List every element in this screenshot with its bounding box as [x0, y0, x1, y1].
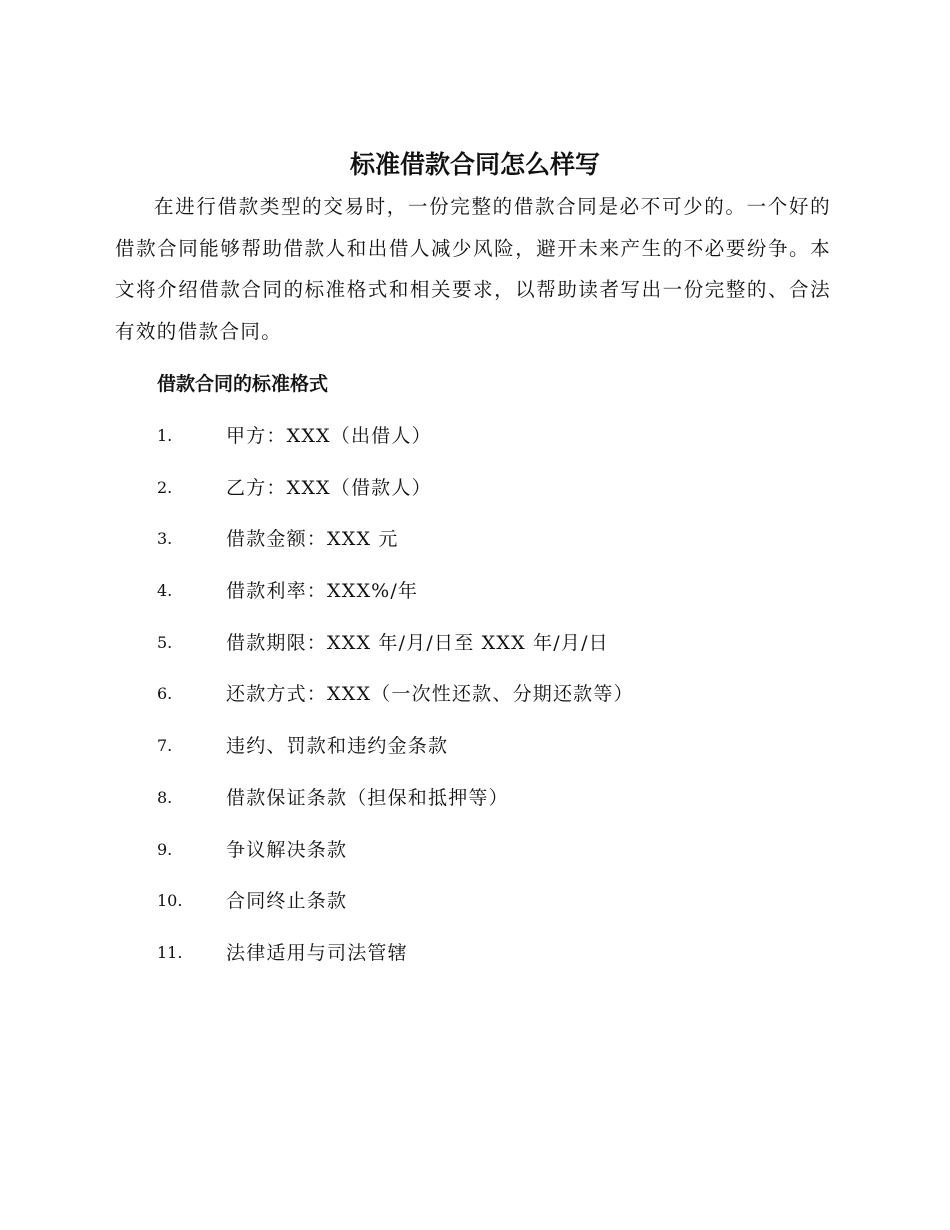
list-item-number: 4. [157, 581, 173, 601]
list-item-text: 借款保证条款（担保和抵押等） [226, 786, 509, 809]
list-item [157, 834, 837, 886]
list-item-number: 9. [157, 839, 173, 859]
list-item [157, 782, 837, 834]
list-item-number: 6. [157, 684, 173, 704]
list-item [157, 627, 837, 679]
list-item-text: 甲方：XXX（出借人） [226, 425, 432, 447]
list-item-text: 合同终止条款 [226, 890, 348, 913]
list-item-text: 法律适用与司法管辖 [226, 941, 408, 964]
list-item [157, 575, 837, 627]
list-item [157, 678, 837, 730]
format-list [157, 420, 837, 989]
list-item-number: 5. [157, 632, 173, 652]
page-title: 标准借款合同怎么样写 [349, 150, 600, 179]
list-item-number: 8. [157, 787, 173, 807]
list-item-text: 还款方式：XXX（一次性还款、分期还款等） [226, 683, 634, 706]
list-item-number: 11. [157, 942, 183, 962]
section-heading: 借款合同的标准格式 [157, 373, 329, 395]
intro-paragraph: 在进行借款类型的交易时，一份完整的借款合同是必不可少的。一个好的借款合同能够帮助借款人和出借人减少风险，避开未来产生的不必要纷争。本文将介绍借款合同的标准格式和相关要求，以帮助读者写出一份完整的、合法有效的借款合同。 [115, 195, 831, 343]
list-item [157, 730, 837, 782]
list-item-number: 2. [157, 477, 173, 497]
list-item-number: 1. [157, 426, 173, 445]
list-item-text: 借款期限：XXX 年/月/日至 XXX 年/月/日 [226, 631, 609, 654]
list-item-number: 7. [157, 736, 173, 756]
list-item [157, 472, 837, 524]
list-item-text: 乙方：XXX（借款人） [226, 476, 432, 499]
list-item [157, 523, 837, 575]
list-item-number: 3. [157, 529, 173, 549]
list-item [157, 885, 837, 937]
list-item [157, 937, 837, 989]
list-item-number: 10. [157, 891, 183, 911]
list-item-text: 违约、罚款和违约金条款 [226, 735, 449, 758]
list-item-text: 借款利率：XXX%/年 [226, 580, 419, 603]
list-item-text: 争议解决条款 [226, 838, 348, 861]
list-item [157, 420, 837, 472]
list-item-text: 借款金额：XXX 元 [226, 528, 399, 551]
